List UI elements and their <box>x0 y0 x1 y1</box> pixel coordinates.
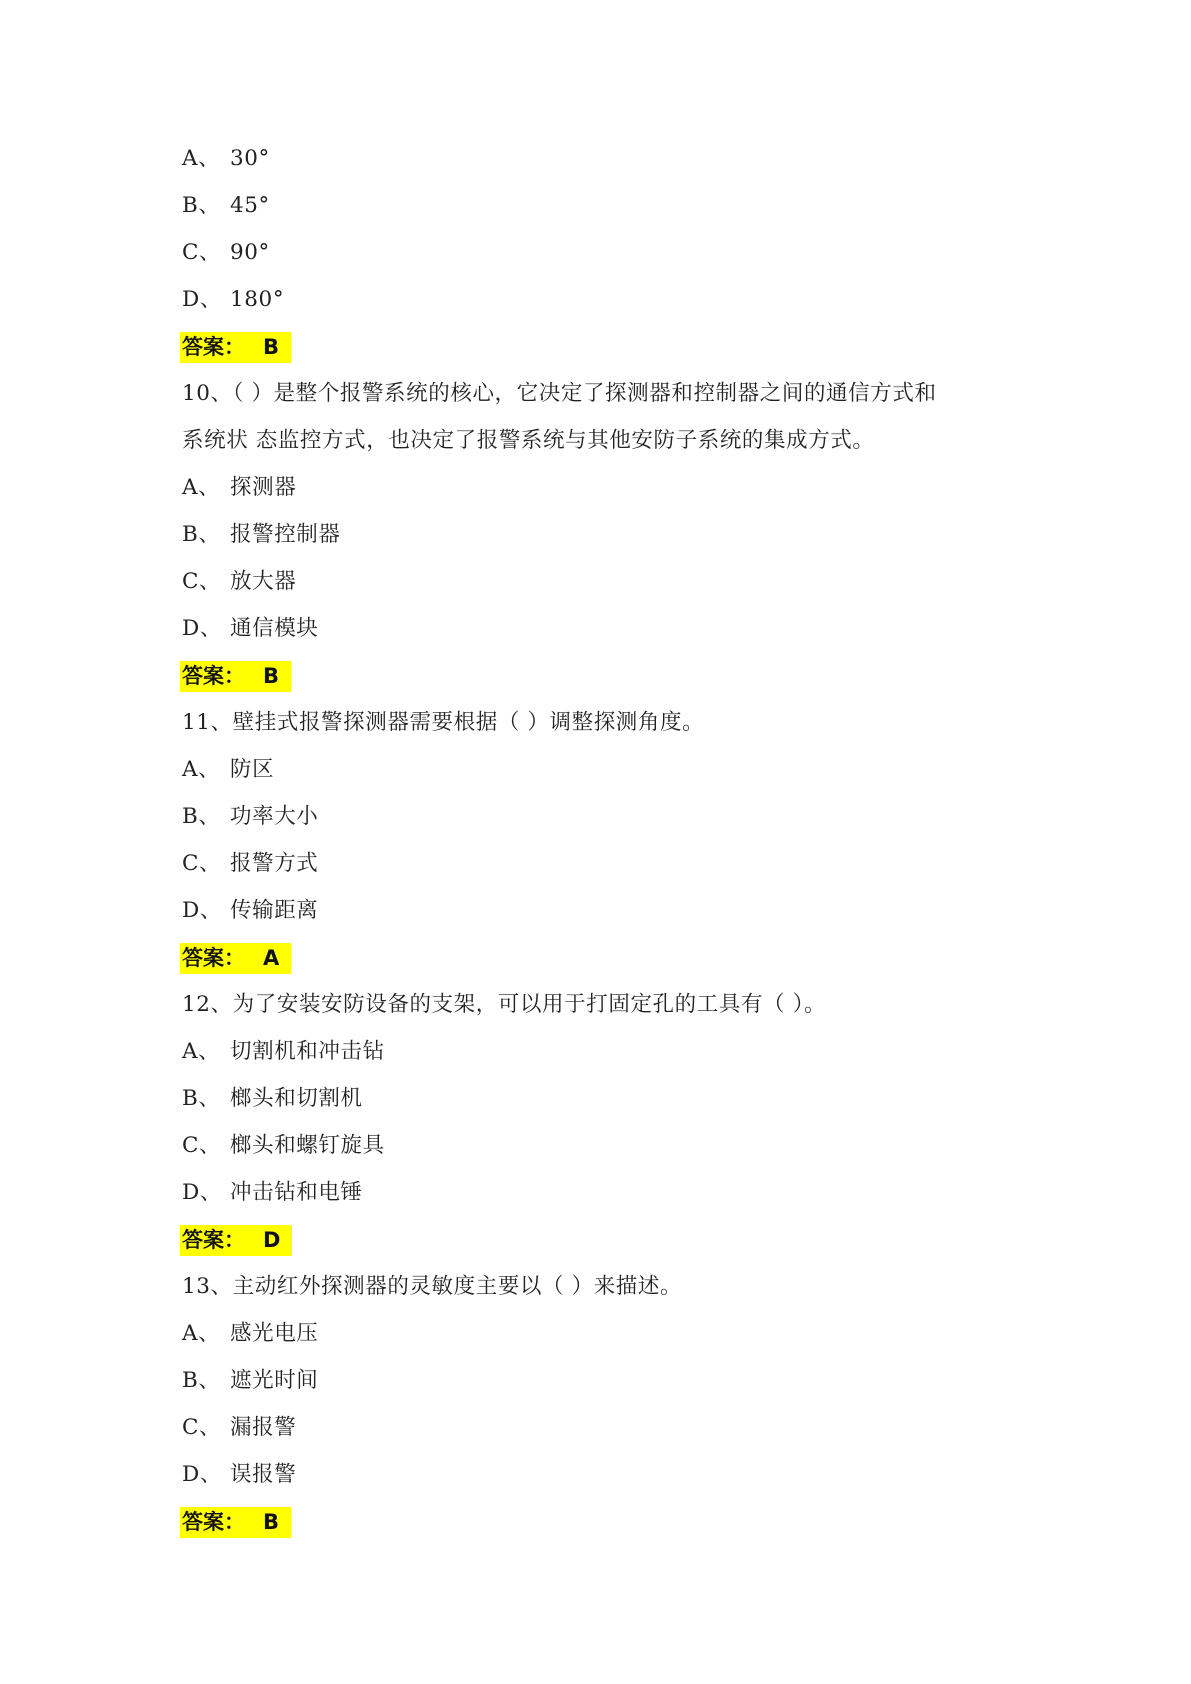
option-letter: B、 <box>182 193 221 218</box>
option-d <box>182 1460 296 1490</box>
option-c <box>182 567 296 597</box>
option-text: 传输距离 <box>230 898 319 923</box>
option-text: 报警控制器 <box>230 522 341 547</box>
option-text: 探测器 <box>230 475 297 500</box>
answer-label: 答案： <box>182 1228 245 1252</box>
option-text: 功率大小 <box>230 804 319 829</box>
answer-value: B <box>263 335 280 359</box>
answer-value: D <box>263 1228 281 1252</box>
option-text: 报警方式 <box>230 851 319 876</box>
option-text: 感光电压 <box>230 1321 319 1346</box>
option-text: 漏报警 <box>230 1415 297 1440</box>
answer-highlight <box>180 332 291 363</box>
answer-label: 答案： <box>182 664 245 688</box>
answer-highlight <box>180 1225 292 1256</box>
answer-label: 答案： <box>182 946 245 970</box>
option-text: 防区 <box>230 757 275 782</box>
option-d <box>182 1178 363 1208</box>
option-text: 遮光时间 <box>230 1368 319 1393</box>
option-d <box>182 285 284 315</box>
question-stem: 13、主动红外探测器的灵敏度主要以（ ）来描述。 <box>182 1274 683 1299</box>
option-text: 放大器 <box>230 569 297 594</box>
answer-highlight <box>180 1507 291 1538</box>
option-text: 通信模块 <box>230 616 319 641</box>
option-letter: A、 <box>182 1039 221 1064</box>
answer-highlight <box>180 943 291 974</box>
question-stem: 11、壁挂式报警探测器需要根据（ ）调整探测角度。 <box>182 710 705 735</box>
option-letter: B、 <box>182 1368 221 1393</box>
answer-value: B <box>263 1510 280 1534</box>
option-c <box>182 849 318 879</box>
question-stem-continued: 系统状 态监控方式，也决定了报警系统与其他安防子系统的集成方式。 <box>182 428 875 453</box>
option-letter: A、 <box>182 757 221 782</box>
option-letter: D、 <box>182 1462 222 1487</box>
answer-value: A <box>263 946 280 970</box>
option-c <box>182 238 270 268</box>
option-letter: B、 <box>182 804 221 829</box>
option-text: 90° <box>230 240 270 265</box>
option-letter: A、 <box>182 475 221 500</box>
option-letter: B、 <box>182 522 221 547</box>
option-letter: D、 <box>182 1180 222 1205</box>
option-text: 切割机和冲击钻 <box>230 1039 385 1064</box>
answer-label: 答案： <box>182 335 245 359</box>
option-letter: C、 <box>182 240 222 265</box>
option-a <box>182 144 270 174</box>
option-letter: C、 <box>182 851 222 876</box>
question-stem: 10、（ ）是整个报警系统的核心，它决定了探测器和控制器之间的通信方式和 <box>182 381 937 406</box>
option-letter: A、 <box>182 1321 221 1346</box>
option-a <box>182 1037 385 1067</box>
answer-highlight <box>180 661 291 692</box>
option-a <box>182 1319 318 1349</box>
option-a <box>182 755 274 785</box>
option-letter: D、 <box>182 898 222 923</box>
option-text: 45° <box>230 193 270 218</box>
option-text: 冲击钻和电锤 <box>230 1180 363 1205</box>
option-b <box>182 191 270 221</box>
option-b <box>182 1366 318 1396</box>
option-b <box>182 802 318 832</box>
option-b <box>182 1084 363 1114</box>
option-b <box>182 520 341 550</box>
option-c <box>182 1413 296 1443</box>
option-text: 30° <box>230 146 270 171</box>
option-letter: D、 <box>182 616 222 641</box>
option-c <box>182 1131 385 1161</box>
option-letter: C、 <box>182 569 222 594</box>
option-letter: C、 <box>182 1133 222 1158</box>
option-text: 180° <box>230 287 285 312</box>
option-text: 误报警 <box>230 1462 297 1487</box>
option-text: 榔头和螺钉旋具 <box>230 1133 385 1158</box>
option-letter: C、 <box>182 1415 222 1440</box>
option-letter: A、 <box>182 146 221 171</box>
answer-value: B <box>263 664 280 688</box>
option-text: 榔头和切割机 <box>230 1086 363 1111</box>
option-a <box>182 473 296 503</box>
option-d <box>182 614 318 644</box>
option-letter: D、 <box>182 287 222 312</box>
question-stem: 12、为了安装安防设备的支架，可以用于打固定孔的工具有（ ）。 <box>182 992 827 1017</box>
answer-label: 答案： <box>182 1510 245 1534</box>
option-d <box>182 896 318 926</box>
option-letter: B、 <box>182 1086 221 1111</box>
